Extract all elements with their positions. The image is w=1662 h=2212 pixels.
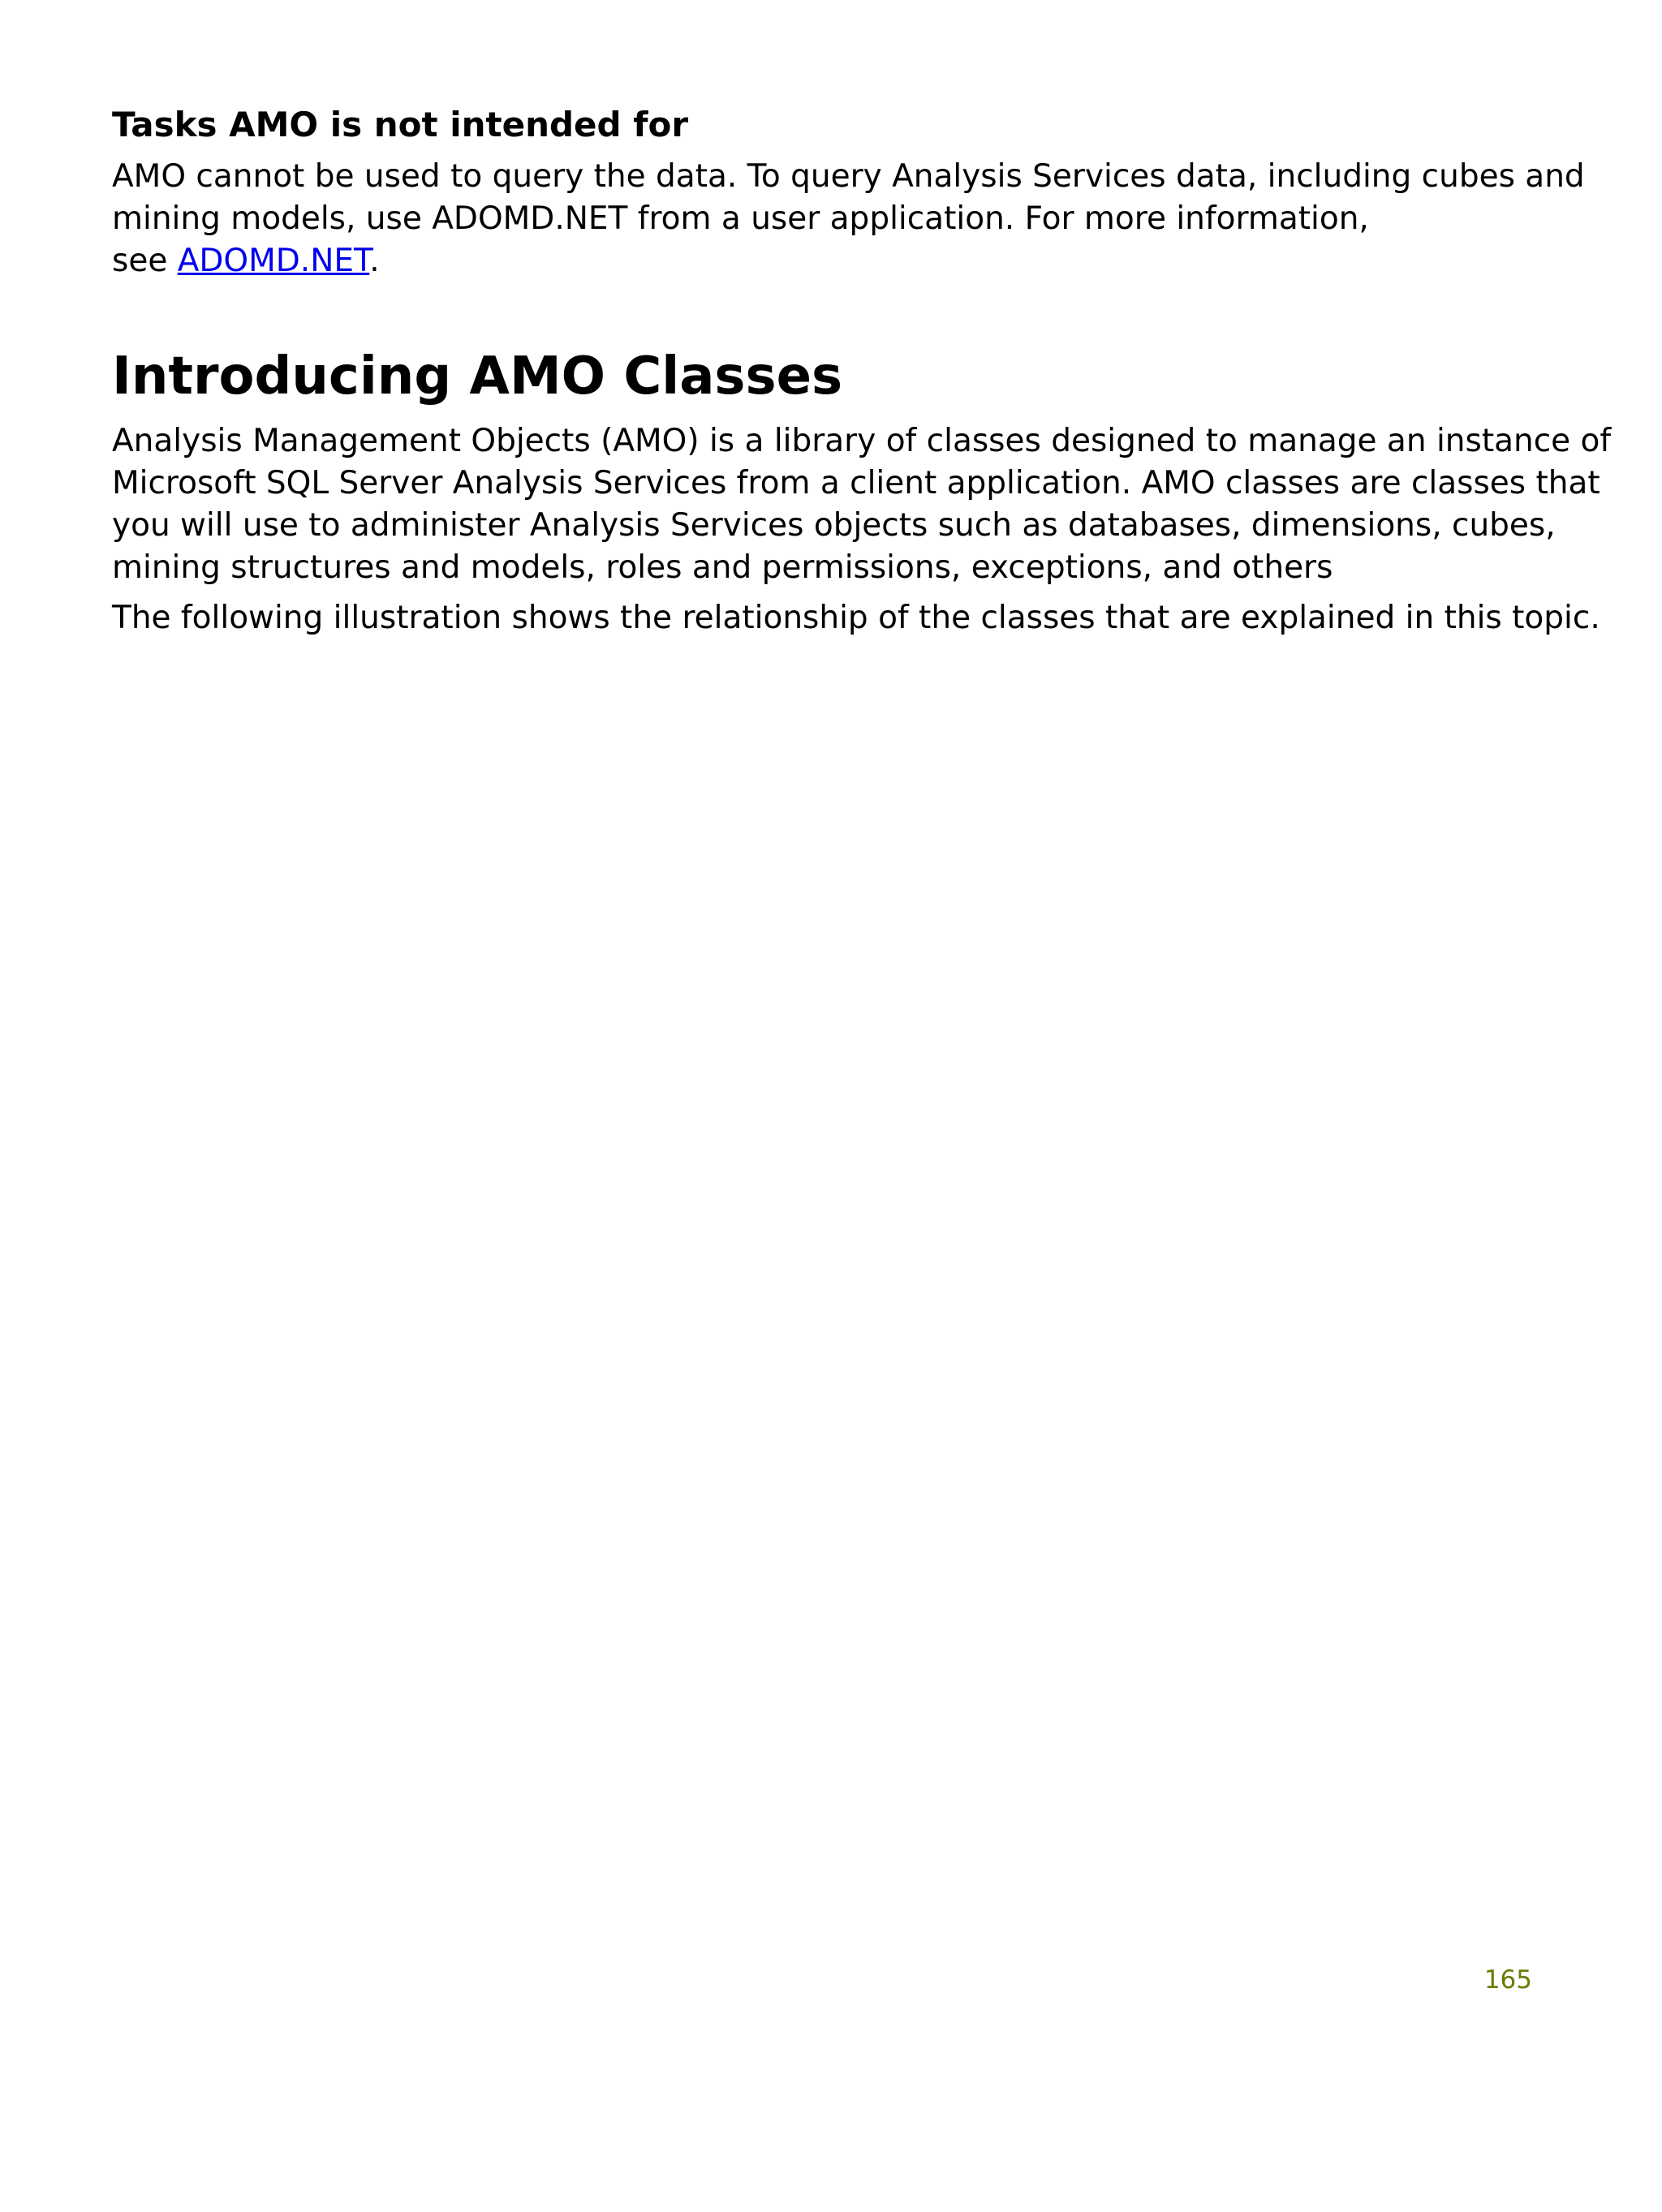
adomd-net-link[interactable]: ADOMD.NET bbox=[177, 243, 370, 279]
paragraph-line bbox=[112, 240, 1557, 282]
illustration-intro-paragraph bbox=[112, 597, 1600, 639]
intro-paragraph bbox=[112, 420, 1612, 589]
paragraph-line: AMO cannot be used to query the data. To query Analysis Services data, including cubes and bbox=[112, 158, 1585, 195]
paragraph-line: The following illustration shows the relationship of the classes that are explained in this topic. bbox=[112, 600, 1600, 636]
section-subheading: Tasks AMO is not intended for bbox=[112, 105, 689, 144]
page-title: Introducing AMO Classes bbox=[112, 346, 843, 407]
paragraph-line: Analysis Management Objects (AMO) is a library of classes designed to manage an instance of bbox=[112, 423, 1612, 459]
paragraph-line: you will use to administer Analysis Services objects such as databases, dimensions, cubes, bbox=[112, 507, 1556, 544]
section-paragraph bbox=[112, 156, 1585, 282]
paragraph-line: Microsoft SQL Server Analysis Services from a client application. AMO classes are classes that bbox=[112, 465, 1600, 501]
see-prefix: see bbox=[112, 243, 178, 279]
page-content bbox=[112, 104, 1612, 639]
sentence-end: . bbox=[369, 243, 380, 279]
paragraph-line: mining structures and models, roles and permissions, exceptions, and others bbox=[112, 549, 1333, 586]
paragraph-line: mining models, use ADOMD.NET from a user application. For more information, bbox=[112, 200, 1369, 237]
page-number: 165 bbox=[1483, 1965, 1532, 1995]
